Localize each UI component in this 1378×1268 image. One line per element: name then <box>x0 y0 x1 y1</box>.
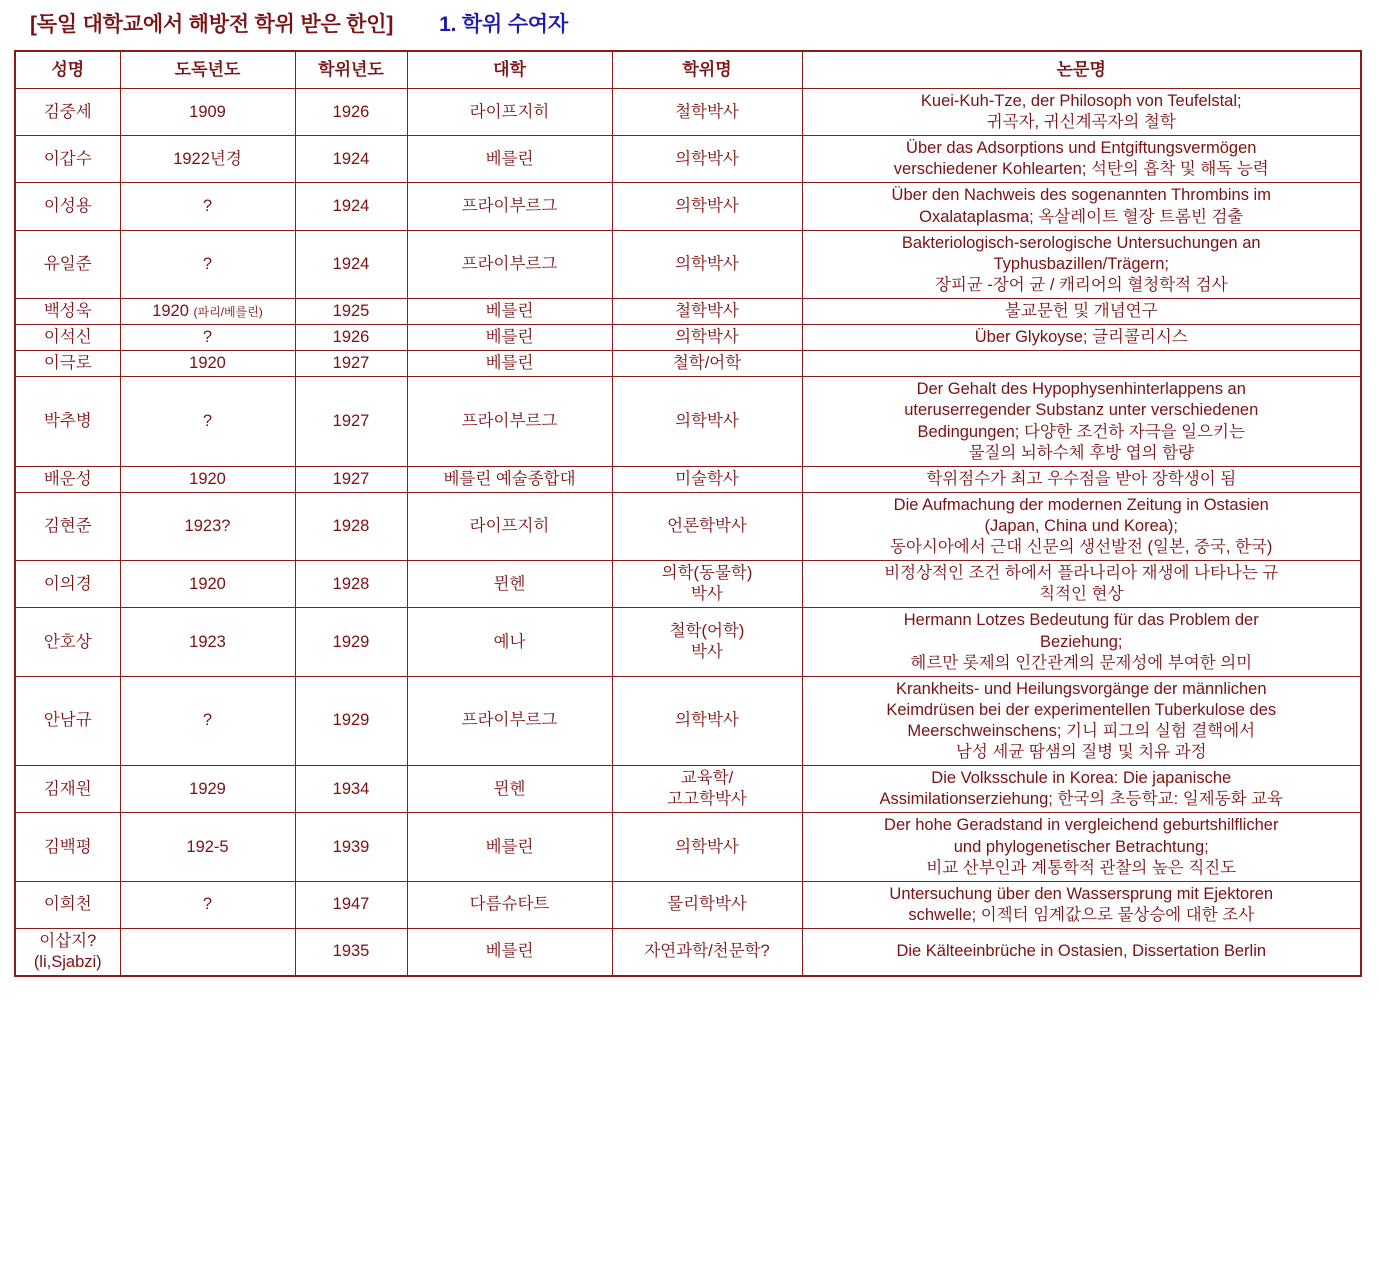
cell-degree: 의학박사 <box>612 325 802 351</box>
cell-name: 박추병 <box>15 377 120 466</box>
cell-name: 배운성 <box>15 466 120 492</box>
cell-name: 이희천 <box>15 881 120 928</box>
cell-name: 이갑수 <box>15 136 120 183</box>
cell-university: 라이프지히 <box>407 492 612 560</box>
cell-thesis: Der Gehalt des Hypophysenhinterlappens an uteruserregender Substanz unter verschiedenen Bedingungen; 다양한 조건하 자극을 일으키는 물질의 뇌하수체 후방 엽의 함량 <box>802 377 1361 466</box>
cell-degree: 의학박사 <box>612 676 802 765</box>
cell-thesis: Der hohe Geradstand in vergleichend geburtshilflicher und phylogenetischer Betrachtung; 비교 산부인과 계통학적 관찰의 높은 직진도 <box>802 813 1361 881</box>
cell-thesis: Hermann Lotzes Bedeutung für das Problem der Beziehung; 헤르만 롯제의 인간관계의 문제성에 부여한 의미 <box>802 608 1361 676</box>
cell-name: 김현준 <box>15 492 120 560</box>
column-header-name: 성명 <box>15 51 120 89</box>
cell-name: 이의경 <box>15 561 120 608</box>
cell-thesis <box>802 351 1361 377</box>
cell-thesis: 비정상적인 조건 하에서 플라나리아 재생에 나타나는 규 칙적인 현상 <box>802 561 1361 608</box>
cell-degree: 의학박사 <box>612 183 802 230</box>
cell-arrival-year: 1920 <box>120 466 295 492</box>
table-row <box>15 813 1361 881</box>
table-header-row <box>15 51 1361 89</box>
cell-degree: 의학박사 <box>612 377 802 466</box>
cell-degree-year: 1929 <box>295 608 407 676</box>
cell-degree-year: 1927 <box>295 351 407 377</box>
cell-arrival-year: 1922년경 <box>120 136 295 183</box>
cell-degree-year: 1929 <box>295 676 407 765</box>
table-row <box>15 492 1361 560</box>
arrival-note: (파리/베를린) <box>193 304 263 319</box>
column-header-arrival-year: 도독년도 <box>120 51 295 89</box>
cell-university: 예나 <box>407 608 612 676</box>
cell-degree: 의학박사 <box>612 813 802 881</box>
cell-thesis: Die Aufmachung der modernen Zeitung in Ostasien (Japan, China und Korea); 동아시아에서 근대 신문의 생선발전 (일본, 중국, 한국) <box>802 492 1361 560</box>
cell-arrival-year: 1909 <box>120 89 295 136</box>
cell-degree: 철학박사 <box>612 89 802 136</box>
cell-degree: 자연과학/천문학? <box>612 928 802 976</box>
table-body <box>15 89 1361 977</box>
cell-degree: 철학(어학) 박사 <box>612 608 802 676</box>
table-row <box>15 325 1361 351</box>
cell-arrival-year: 1920 (파리/베를린) <box>120 298 295 324</box>
cell-name: 백성욱 <box>15 298 120 324</box>
cell-arrival-year: ? <box>120 676 295 765</box>
cell-degree-year: 1924 <box>295 183 407 230</box>
cell-degree: 물리학박사 <box>612 881 802 928</box>
cell-university: 프라이부르그 <box>407 377 612 466</box>
table-row <box>15 230 1361 298</box>
table-row <box>15 183 1361 230</box>
cell-university: 다름슈타트 <box>407 881 612 928</box>
table-row <box>15 466 1361 492</box>
cell-arrival-year: ? <box>120 230 295 298</box>
cell-arrival-year: 1929 <box>120 766 295 813</box>
cell-arrival-year: ? <box>120 377 295 466</box>
cell-degree-year: 1935 <box>295 928 407 976</box>
cell-degree-year: 1947 <box>295 881 407 928</box>
cell-degree-year: 1934 <box>295 766 407 813</box>
cell-degree: 의학박사 <box>612 136 802 183</box>
cell-arrival-year: 1923? <box>120 492 295 560</box>
cell-degree-year: 1939 <box>295 813 407 881</box>
cell-university: 프라이부르그 <box>407 230 612 298</box>
table-row <box>15 928 1361 976</box>
cell-degree-year: 1928 <box>295 492 407 560</box>
cell-university: 베를린 <box>407 136 612 183</box>
cell-name: 안호상 <box>15 608 120 676</box>
cell-degree-year: 1926 <box>295 325 407 351</box>
cell-thesis: Über den Nachweis des sogenannten Thrombins im Oxalataplasma; 옥살레이트 혈장 트롬빈 검출 <box>802 183 1361 230</box>
table-row <box>15 136 1361 183</box>
cell-degree: 언론학박사 <box>612 492 802 560</box>
table-row <box>15 561 1361 608</box>
cell-arrival-year: 1920 <box>120 351 295 377</box>
cell-arrival-year: ? <box>120 325 295 351</box>
cell-degree-year: 1927 <box>295 466 407 492</box>
cell-thesis: Bakteriologisch-serologische Untersuchungen an Typhusbazillen/Trägern; 장피균 -장어 균 / 캐리어의 혈청학적 검사 <box>802 230 1361 298</box>
cell-thesis: Krankheits- und Heilungsvorgänge der männlichen Keimdrüsen bei der experimentellen Tuberkulose des Meerschweinschens; 기니 피그의 실험 결핵에서 남성 세균 땀샘의 질병 및 치유 과정 <box>802 676 1361 765</box>
cell-university: 베를린 <box>407 298 612 324</box>
cell-degree: 철학/어학 <box>612 351 802 377</box>
cell-thesis: Kuei-Kuh-Tze, der Philosoph von Teufelstal; 귀곡자, 귀신계곡자의 철학 <box>802 89 1361 136</box>
cell-arrival-year: 1920 <box>120 561 295 608</box>
table-row <box>15 89 1361 136</box>
cell-university: 뮌헨 <box>407 766 612 813</box>
cell-university: 베를린 <box>407 325 612 351</box>
cell-arrival-year: 1923 <box>120 608 295 676</box>
cell-university: 베를린 <box>407 351 612 377</box>
cell-university: 뮌헨 <box>407 561 612 608</box>
cell-name: 이극로 <box>15 351 120 377</box>
cell-degree: 의학박사 <box>612 230 802 298</box>
cell-name: 이삽지? (li,Sjabzi) <box>15 928 120 976</box>
cell-thesis: Untersuchung über den Wassersprung mit Ejektoren schwelle; 이젝터 임계값으로 물상승에 대한 조사 <box>802 881 1361 928</box>
cell-university: 라이프지히 <box>407 89 612 136</box>
cell-thesis: Über Glykoyse; 글리콜리시스 <box>802 325 1361 351</box>
cell-name: 안남규 <box>15 676 120 765</box>
cell-degree-year: 1924 <box>295 230 407 298</box>
document-title-row <box>14 8 1364 42</box>
table-row <box>15 377 1361 466</box>
table-row <box>15 298 1361 324</box>
table-row <box>15 881 1361 928</box>
cell-degree-year: 1928 <box>295 561 407 608</box>
cell-name: 유일준 <box>15 230 120 298</box>
page-title: [독일 대학교에서 해방전 학위 받은 한인] <box>30 13 394 36</box>
cell-degree-year: 1925 <box>295 298 407 324</box>
table-row <box>15 351 1361 377</box>
cell-degree-year: 1926 <box>295 89 407 136</box>
table-row <box>15 608 1361 676</box>
cell-arrival-year: 192-5 <box>120 813 295 881</box>
cell-university: 프라이부르그 <box>407 676 612 765</box>
cell-degree-year: 1924 <box>295 136 407 183</box>
cell-degree: 철학박사 <box>612 298 802 324</box>
cell-name: 이석신 <box>15 325 120 351</box>
column-header-degree-year: 학위년도 <box>295 51 407 89</box>
page-subtitle: 1. 학위 수여자 <box>439 13 568 36</box>
cell-name: 이성용 <box>15 183 120 230</box>
table-row <box>15 676 1361 765</box>
table-row <box>15 766 1361 813</box>
cell-degree: 교육학/ 고고학박사 <box>612 766 802 813</box>
cell-thesis: Die Volksschule in Korea: Die japanische Assimilationserziehung; 한국의 초등학교: 일제동화 교육 <box>802 766 1361 813</box>
cell-degree-year: 1927 <box>295 377 407 466</box>
cell-thesis: 학위점수가 최고 우수점을 받아 장학생이 됨 <box>802 466 1361 492</box>
column-header-degree: 학위명 <box>612 51 802 89</box>
degree-recipients-table <box>14 50 1362 977</box>
cell-name: 김중세 <box>15 89 120 136</box>
cell-thesis: Die Kälteeinbrüche in Ostasien, Dissertation Berlin <box>802 928 1361 976</box>
cell-name: 김재원 <box>15 766 120 813</box>
cell-name: 김백평 <box>15 813 120 881</box>
cell-university: 프라이부르그 <box>407 183 612 230</box>
cell-degree: 미술학사 <box>612 466 802 492</box>
cell-arrival-year: ? <box>120 881 295 928</box>
cell-thesis: Über das Adsorptions und Entgiftungsvermögen verschiedener Kohlearten; 석탄의 흡착 및 해독 능력 <box>802 136 1361 183</box>
cell-thesis: 불교문헌 및 개념연구 <box>802 298 1361 324</box>
cell-degree: 의학(동물학) 박사 <box>612 561 802 608</box>
cell-university: 베를린 <box>407 928 612 976</box>
column-header-university: 대학 <box>407 51 612 89</box>
cell-university: 베를린 <box>407 813 612 881</box>
cell-university: 베를린 예술종합대 <box>407 466 612 492</box>
cell-arrival-year <box>120 928 295 976</box>
cell-arrival-year: ? <box>120 183 295 230</box>
column-header-thesis: 논문명 <box>802 51 1361 89</box>
